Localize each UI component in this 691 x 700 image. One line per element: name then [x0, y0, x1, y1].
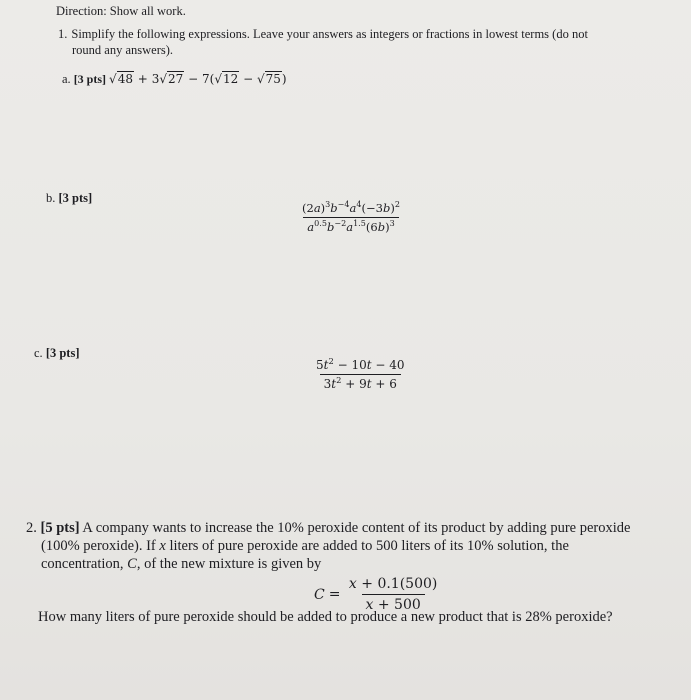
sqrt-75: √75: [256, 72, 281, 86]
question-2-text-line3: concentration, C, of the new mixture is given by: [41, 556, 322, 572]
part-b-expression: [298, 201, 404, 234]
question-2-prompt: [26, 519, 690, 573]
question-1-number: 1.: [58, 27, 68, 41]
part-b-fraction: [298, 201, 404, 234]
question-1-text-line1: Simplify the following expressions. Leave your answers as integers or fractions in lowest terms (do not: [71, 27, 588, 41]
part-a-label: a.: [62, 72, 71, 86]
question-2-number: 2.: [26, 520, 37, 536]
question-2-points: [5 pts]: [40, 520, 80, 536]
formula-numerator: x + 0.1(500): [348, 576, 438, 592]
part-a: [62, 72, 287, 87]
question-1-text-line2: round any answers).: [72, 43, 174, 57]
part-c-expression: [312, 358, 409, 391]
part-c-fraction: [312, 358, 409, 391]
question-2-text-line2: (100% peroxide). If x liters of pure peroxide are added to 500 liters of its 10% solution, the: [41, 538, 569, 554]
sqrt-27: √27: [159, 72, 184, 86]
part-b-label: b. [3 pts]: [46, 191, 93, 205]
sqrt-48: √48: [109, 72, 133, 86]
question-2-text-line1: A company wants to increase the 10% peroxide content of its product by adding pure peroxide: [82, 520, 631, 536]
question-2-formula: C = $\frac{x + 0.1(500)}{x + 500}$: [314, 576, 441, 613]
formula-denominator: x + 500: [362, 594, 425, 613]
part-b-numerator: $(2a)^3b^{-4}a^4(-3b)^2$: [302, 200, 400, 215]
part-b-denominator: $a^{0.5}b^{-2}a^{1.5}(6b)^3$: [303, 217, 398, 234]
part-a-points: [3 pts]: [73, 72, 107, 86]
sqrt-12: √12: [214, 72, 239, 86]
part-c-denominator: $3t^2 + 9t + 6$: [320, 374, 401, 391]
part-c-label: c. [3 pts]: [34, 346, 80, 360]
question-1-prompt: [58, 26, 658, 58]
question-2-question: How many liters of pure peroxide should be added to produce a new product that is 28% peroxide?: [38, 609, 613, 625]
part-a-expression: √48 + 3√27 − 7(√12 − √75): [109, 72, 287, 86]
directions-text: Direction: Show all work.: [56, 4, 186, 18]
question-2-formula-fraction: [345, 576, 441, 613]
part-c-numerator: $5t^2 - 10t - 40$: [316, 356, 405, 372]
